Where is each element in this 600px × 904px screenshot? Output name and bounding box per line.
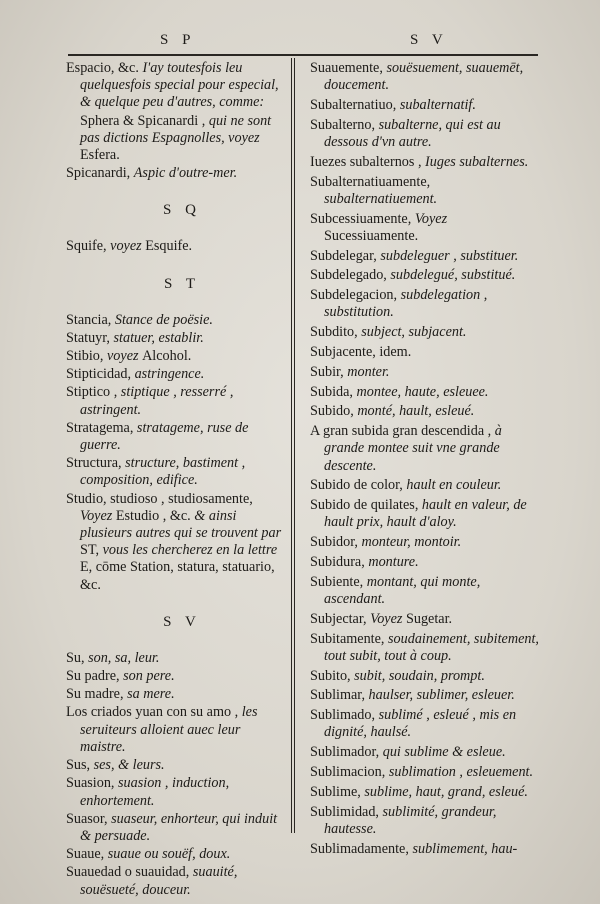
right-column bbox=[310, 60, 542, 860]
entry-translation: vous les chercherez en la lettre bbox=[102, 542, 278, 559]
dictionary-entry bbox=[310, 324, 542, 341]
dictionary-entry bbox=[66, 650, 288, 667]
dictionary-entry bbox=[66, 846, 288, 863]
entry-translation: son pere. bbox=[123, 668, 175, 685]
entry-translation: hault en couleur. bbox=[406, 477, 502, 494]
entry-headword: Spicanardi, bbox=[66, 165, 134, 182]
entry-translation: Voyez bbox=[80, 507, 116, 524]
entry-translation: subalternatif. bbox=[399, 97, 476, 113]
entry-translation: sublimation , esleuement. bbox=[388, 763, 534, 780]
entry-reference: Estudio , &c. bbox=[115, 507, 195, 524]
entry-headword: Subito, bbox=[310, 667, 355, 684]
entry-translation: suasion , induction, enhortement. bbox=[80, 775, 230, 809]
entry-translation: subalternatiuement. bbox=[324, 190, 438, 207]
entry-translation: sublimement, hau- bbox=[412, 840, 518, 857]
dictionary-entry bbox=[310, 534, 542, 551]
entry-headword: Sublimado, bbox=[310, 707, 379, 724]
dictionary-entry bbox=[66, 864, 288, 898]
entry-translation: les seruiteurs alloient auec leur maistre. bbox=[80, 704, 258, 755]
dictionary-entry bbox=[66, 775, 288, 809]
dictionary-entry bbox=[66, 704, 288, 756]
dictionary-entry bbox=[310, 97, 542, 114]
dictionary-entry bbox=[310, 687, 542, 704]
entry-headword: Subiente, bbox=[310, 573, 367, 590]
entry-headword: Sublime, bbox=[310, 783, 365, 800]
entry-reference: Sucessiuamente. bbox=[324, 227, 419, 244]
entry-translation: voyez bbox=[110, 238, 146, 255]
dictionary-entry bbox=[310, 574, 542, 608]
entry-headword: Subjectar, bbox=[310, 610, 371, 627]
entry-reference: Esquife. bbox=[145, 238, 193, 255]
dictionary-entry bbox=[66, 165, 288, 182]
dictionary-entry bbox=[310, 477, 542, 494]
entry-translation: suaue ou souëf, doux. bbox=[107, 846, 231, 863]
entry-translation: sublimité, grandeur, hautesse. bbox=[324, 803, 497, 837]
dictionary-entry bbox=[310, 554, 542, 571]
entry-headword: Sublimacion, bbox=[310, 763, 389, 780]
dictionary-entry bbox=[66, 757, 288, 774]
dictionary-entry bbox=[66, 312, 288, 329]
entry-translation: subdelegation , substitution. bbox=[324, 287, 488, 321]
entry-translation: Aspic d'outre-mer. bbox=[133, 165, 238, 182]
entry-translation: haulser, sublimer, esleuer. bbox=[368, 687, 515, 704]
entry-headword: Subido de color, bbox=[310, 477, 407, 494]
entry-headword: Squife, bbox=[66, 238, 111, 255]
dictionary-entry bbox=[310, 344, 542, 361]
entry-headword: Suasion, bbox=[66, 775, 119, 792]
entry-headword: Subalternatiuo, bbox=[310, 97, 400, 113]
entry-headword: Sublimar, bbox=[310, 687, 369, 704]
entry-headword: Statuyr, bbox=[66, 329, 114, 346]
entry-headword: Suauemente, bbox=[310, 60, 387, 76]
entry-translation: sublime, haut, grand, esleué. bbox=[364, 783, 528, 800]
dictionary-entry bbox=[66, 455, 288, 489]
section-heading: S Q bbox=[163, 202, 201, 219]
entry-headword: Suaue, bbox=[66, 846, 108, 863]
entry-headword: Subido, bbox=[310, 403, 358, 420]
dictionary-entry bbox=[66, 348, 288, 365]
entry-translation: Voyez bbox=[370, 610, 406, 627]
entry-translation: voyez bbox=[107, 348, 143, 365]
entry-reference: E, cōme Station, statura, statuario, &c. bbox=[80, 559, 275, 593]
entry-headword: Sphera & Spicanardi , bbox=[80, 112, 209, 129]
entry-translation: monter. bbox=[347, 363, 390, 380]
entry-translation: monteur, montoir. bbox=[361, 534, 462, 551]
dictionary-entry bbox=[310, 707, 542, 741]
running-head-left: S P bbox=[160, 32, 196, 48]
entry-translation: monture. bbox=[368, 553, 419, 570]
dictionary-entry bbox=[66, 238, 288, 255]
entry-headword: Subdelegar, bbox=[310, 247, 381, 264]
dictionary-entry bbox=[66, 811, 288, 845]
entry-headword: Stancia, bbox=[66, 311, 115, 328]
dictionary-entry bbox=[310, 841, 542, 858]
dictionary-entry bbox=[310, 497, 542, 531]
entry-headword: Sublimadamente, bbox=[310, 840, 413, 857]
entry-translation: stiptique , resserré , astringent. bbox=[80, 384, 234, 418]
entry-translation: Stance de poësie. bbox=[114, 311, 213, 328]
dictionary-entry bbox=[66, 330, 288, 347]
entry-translation: statuer, establir. bbox=[113, 329, 204, 346]
entry-headword: Subcessiuamente, bbox=[310, 210, 415, 227]
entry-translation: sublimé , esleué , mis en dignité, haulsé. bbox=[324, 707, 517, 741]
entry-translation: à grande montee suit vne grande descente. bbox=[324, 423, 502, 474]
entry-headword: Subalterno, bbox=[310, 116, 379, 133]
dictionary-entry bbox=[310, 631, 542, 665]
section-heading: S V bbox=[163, 613, 201, 630]
entry-translation: hault en valeur, de hault prix, hault d'aloy. bbox=[324, 497, 527, 531]
dictionary-entry bbox=[310, 60, 542, 94]
dictionary-entry bbox=[310, 364, 542, 381]
entry-translation: monté, hault, esleué. bbox=[357, 403, 475, 420]
dictionary-entry bbox=[310, 744, 542, 761]
dictionary-entry bbox=[66, 60, 288, 112]
entry-headword: Stipticidad, bbox=[66, 366, 135, 383]
dictionary-entry bbox=[310, 211, 542, 245]
entry-reference: ST, bbox=[80, 542, 103, 559]
entry-headword: Subdito, bbox=[310, 324, 362, 341]
dictionary-entry bbox=[310, 154, 542, 171]
dictionary-entry bbox=[66, 668, 288, 685]
entry-reference: Alcohol. bbox=[142, 348, 192, 365]
entry-headword: Subdelegacion, bbox=[310, 287, 401, 304]
entry-headword: Stratagema, bbox=[66, 419, 137, 436]
entry-headword: Subidor, bbox=[310, 534, 362, 551]
dictionary-entry bbox=[66, 686, 288, 703]
entry-headword: Subidura, bbox=[310, 553, 369, 570]
entry-translation: stratageme, ruse de guerre. bbox=[80, 419, 249, 454]
dictionary-entry bbox=[310, 784, 542, 801]
entry-headword: Los criados yuan con su amo , bbox=[66, 704, 242, 721]
dictionary-entry bbox=[66, 384, 288, 418]
dictionary-entry bbox=[310, 423, 542, 475]
entry-headword: Iuezes subalternos , bbox=[310, 153, 426, 170]
entry-reference: Esfera. bbox=[80, 147, 120, 164]
dictionary-entry bbox=[310, 287, 542, 321]
entry-headword: Subdelegado, bbox=[310, 267, 391, 284]
dictionary-entry bbox=[310, 804, 542, 838]
header-rule bbox=[68, 54, 538, 56]
dictionary-entry bbox=[310, 267, 542, 284]
entry-translation: & ainsi plusieurs autres qui se trouvent par bbox=[80, 507, 282, 542]
entry-translation: qui sublime & esleue. bbox=[382, 744, 506, 761]
entry-headword: Su madre, bbox=[66, 686, 128, 703]
dictionary-entry bbox=[310, 668, 542, 685]
dictionary-entry bbox=[310, 403, 542, 420]
dictionary-entry bbox=[310, 384, 542, 401]
entry-translation: sa mere. bbox=[127, 686, 175, 703]
entry-headword: Structura, bbox=[66, 455, 126, 472]
entry-headword: Sublimador, bbox=[310, 744, 383, 761]
entry-translation: suauité, souësueté, douceur. bbox=[80, 864, 238, 898]
section-heading: S T bbox=[164, 275, 200, 292]
entry-translation: structure, bastiment , composition, edifice. bbox=[80, 455, 246, 489]
left-column bbox=[66, 60, 288, 900]
entry-headword: Espacio, &c. bbox=[66, 60, 143, 76]
entry-translation: subdeleguer , substituer. bbox=[380, 247, 519, 264]
entry-headword: Su padre, bbox=[66, 668, 124, 685]
entry-headword: A gran subida gran descendida , bbox=[310, 423, 495, 440]
entry-translation: I'ay toutesfois leu quelquesfois special pour especial, & quelque peu d'autres, comme: bbox=[80, 60, 279, 111]
entry-headword: Stiptico , bbox=[66, 384, 121, 401]
entry-translation: ses, & leurs. bbox=[93, 757, 165, 774]
entry-headword: Subir, bbox=[310, 363, 348, 380]
entry-translation: subject, subjacent. bbox=[361, 324, 467, 341]
entry-translation: suaseur, enhorteur, qui induit & persuade. bbox=[80, 810, 278, 844]
entry-translation: Voyez bbox=[414, 210, 448, 227]
entry-translation: montant, qui monte, ascendant. bbox=[324, 573, 481, 607]
dictionary-entry bbox=[310, 248, 542, 265]
dictionary-entry bbox=[310, 764, 542, 781]
entry-headword: Suasor, bbox=[66, 810, 112, 827]
entry-translation: souësuement, suauemēt, doucement. bbox=[324, 60, 524, 94]
dictionary-entry bbox=[66, 491, 288, 594]
entry-headword: Studio, studioso , studiosamente, bbox=[66, 490, 253, 507]
entry-headword: Subjacente, idem. bbox=[310, 343, 412, 360]
entry-translation: Iuges subalternes. bbox=[425, 153, 529, 170]
entry-headword: Su, bbox=[66, 649, 89, 666]
entry-translation: montee, haute, esleuee. bbox=[356, 383, 489, 400]
dictionary-entry bbox=[310, 174, 542, 208]
entry-translation: son, sa, leur. bbox=[88, 649, 160, 666]
dictionary-entry bbox=[310, 611, 542, 628]
entry-headword: Suauedad o suauidad, bbox=[66, 864, 193, 881]
entry-translation: soudainement, subitement, tout subit, tout à coup. bbox=[324, 630, 539, 664]
dictionary-entry bbox=[66, 366, 288, 383]
dictionary-entry bbox=[66, 420, 288, 454]
entry-reference: Sugetar. bbox=[405, 610, 453, 627]
entry-headword: Sublimidad, bbox=[310, 803, 383, 820]
entry-headword: Subida, bbox=[310, 383, 357, 400]
entry-translation: subdelegué, substitué. bbox=[390, 267, 516, 284]
dictionary-entry bbox=[66, 113, 288, 165]
running-head-right: S V bbox=[410, 32, 448, 48]
entry-translation: astringence. bbox=[134, 366, 205, 383]
dictionary-entry bbox=[310, 117, 542, 151]
entry-translation: subit, soudain, prompt. bbox=[354, 667, 485, 684]
entry-translation: subalterne, qui est au dessous d'vn autre. bbox=[324, 116, 501, 150]
column-divider bbox=[291, 58, 295, 833]
entry-headword: Subitamente, bbox=[310, 630, 389, 647]
entry-headword: Subalternatiuamente, bbox=[310, 173, 431, 190]
entry-translation: qui ne sont pas dictions Espagnolles, voyez bbox=[80, 112, 272, 146]
entry-headword: Subido de quilates, bbox=[310, 497, 422, 514]
entry-headword: Sus, bbox=[66, 757, 94, 774]
entry-headword: Stibio, bbox=[66, 348, 107, 365]
